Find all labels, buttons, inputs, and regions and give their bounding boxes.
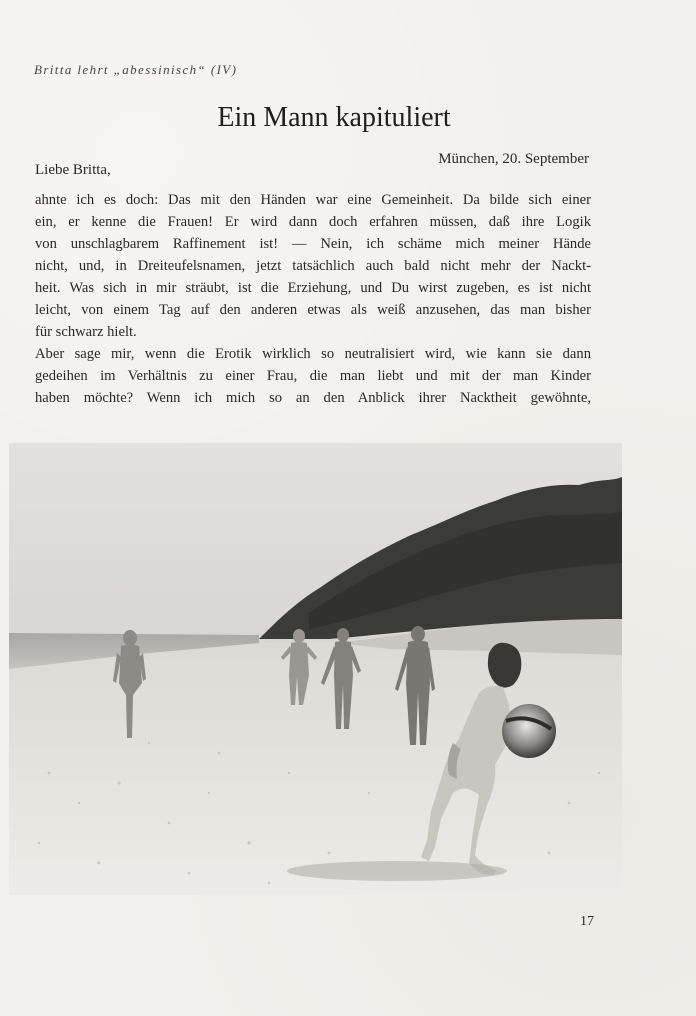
body-line: leicht, von einem Tag auf den anderen etwas als weiß anzusehen, das man bisher bbox=[35, 302, 591, 318]
beach-photo bbox=[9, 443, 622, 895]
salutation: Liebe Britta, bbox=[35, 162, 111, 178]
body-line: nicht, und, in Dreiteufelsnamen, jetzt tatsächlich auch bald nicht mehr der Nackt- bbox=[35, 258, 591, 274]
body-line: heit. Was sich in mir sträubt, ist die Erziehung, und Du wirst zugeben, es ist nicht bbox=[35, 280, 591, 296]
body-line: ein, er kenne die Frauen! Er wird dann doch erfahren müssen, daß ihre Logik bbox=[35, 214, 591, 230]
page-title: Ein Mann kapituliert bbox=[217, 102, 451, 133]
dateline: München, 20. September bbox=[438, 151, 589, 167]
beach-ball bbox=[502, 704, 556, 758]
body-line: von unschlagbarem Raffinement ist! — Nein, ich schäme mich meiner Hände bbox=[35, 236, 591, 252]
body-line: ahnte ich es doch: Das mit den Händen war eine Gemeinheit. Da bilde sich einer bbox=[35, 192, 591, 208]
body-line: gedeihen im Verhältnis zu einer Frau, die man liebt und mit der man Kinder bbox=[35, 368, 591, 384]
body-line: haben möchte? Wenn ich mich so an den Anblick ihrer Nacktheit gewöhnte, bbox=[35, 390, 591, 406]
beach-sand bbox=[9, 639, 622, 895]
body-line: Aber sage mir, wenn die Erotik wirklich so neutralisiert wird, wie kann sie dann bbox=[35, 346, 591, 362]
letter-body bbox=[35, 189, 591, 409]
body-line: für schwarz hielt. bbox=[35, 324, 137, 340]
beach-ball-game-photo-icon bbox=[9, 443, 622, 895]
figure-shadow bbox=[287, 861, 507, 881]
running-head: Britta lehrt „abessinisch“ (IV) bbox=[34, 62, 238, 77]
page-number: 17 bbox=[580, 914, 594, 929]
